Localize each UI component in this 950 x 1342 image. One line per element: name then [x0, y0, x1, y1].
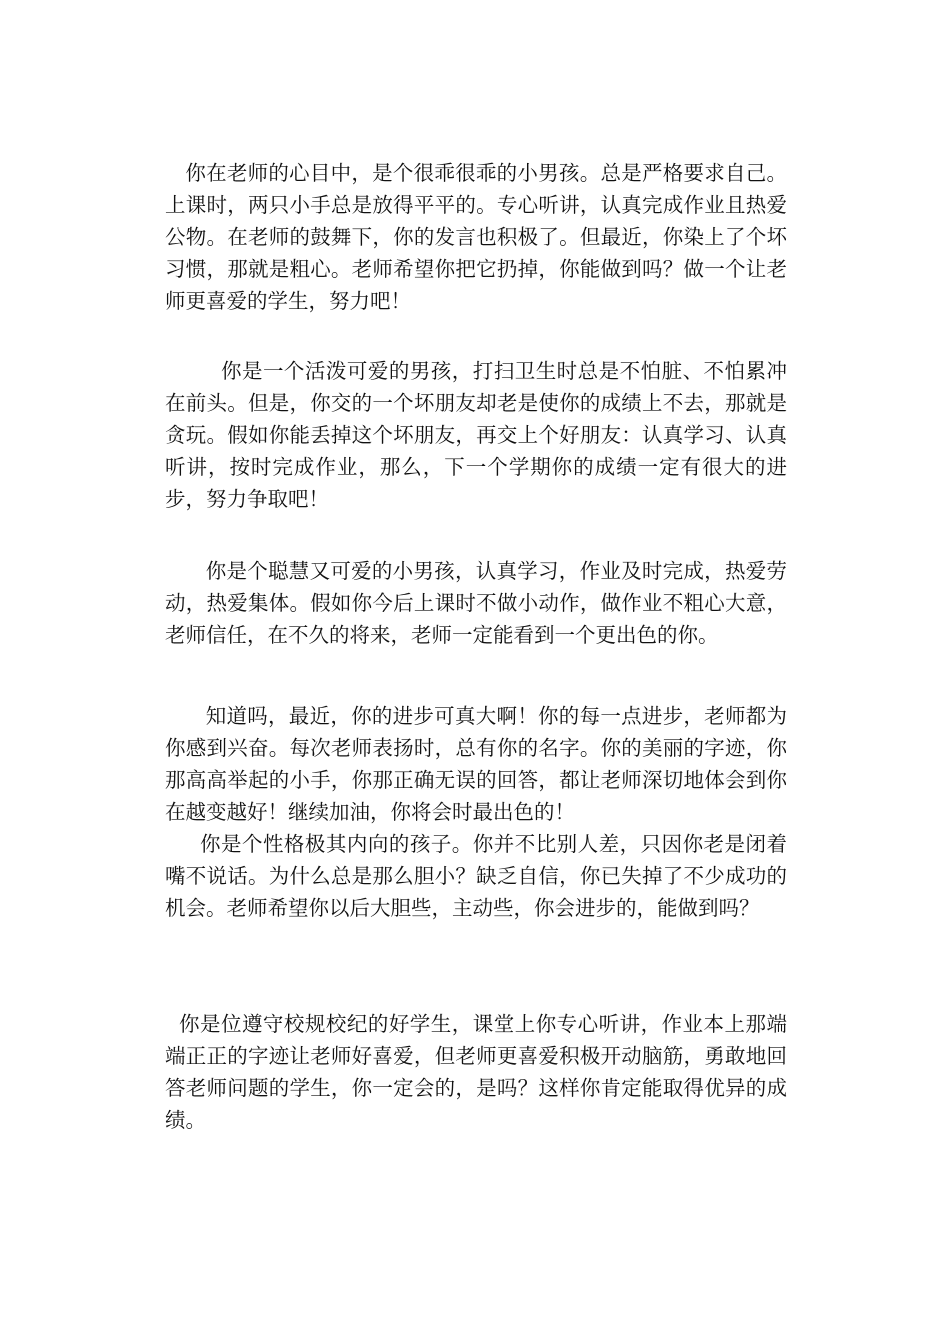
comment-paragraph-3: 你是个聪慧又可爱的小男孩，认真学习，作业及时完成，热爱劳动，热爱集体。假如你今后上课时不做小动作，做作业不粗心大意，老师信任，在不久的将来，老师一定能看到一个更出色的你。	[165, 559, 787, 647]
comment-paragraph-2: 你是一个活泼可爱的男孩，打扫卫生时总是不怕脏、不怕累冲在前头。但是，你交的一个坏朋友却老是使你的成绩上不去，那就是贪玩。假如你能丢掉这个坏朋友，再交上个好朋友：认真学习、认真听讲，按时完成作业，那么，下一个学期你的成绩一定有很大的进步，努力争取吧！	[165, 359, 787, 511]
comment-paragraph-5: 你是位遵守校规校纪的好学生，课堂上你专心听讲，作业本上那端端正正的字迹让老师好喜爱，但老师更喜爱积极开动脑筋，勇敢地回答老师问题的学生，你一定会的，是吗？这样你肯定能取得优异的成绩。	[165, 1012, 787, 1132]
comment-paragraph-4: 知道吗，最近，你的进步可真大啊！你的每一点进步，老师都为你感到兴奋。每次老师表扬时，总有你的名字。你的美丽的字迹，你那高高举起的小手，你那正确无误的回答，都让老师深切地体会到你在越变越好！继续加油，你将会时最出色的！ 你是个性格极其内向的孩子。你并不比别人差，只因你老是闭着嘴不说话。为什么总是那么胆小？缺乏自信，你已失掉了不少成功的机会。老师希望你以后大胆些，主动些，你会进步的，能做到吗？	[165, 704, 787, 920]
comment-paragraph-1: 你在老师的心目中，是个很乖很乖的小男孩。总是严格要求自己。上课时，两只小手总是放得平平的。专心听讲，认真完成作业且热爱公物。在老师的鼓舞下，你的发言也积极了。但最近，你染上了个坏习惯，那就是粗心。老师希望你把它扔掉，你能做到吗？做一个让老师更喜爱的学生，努力吧！	[165, 161, 787, 313]
